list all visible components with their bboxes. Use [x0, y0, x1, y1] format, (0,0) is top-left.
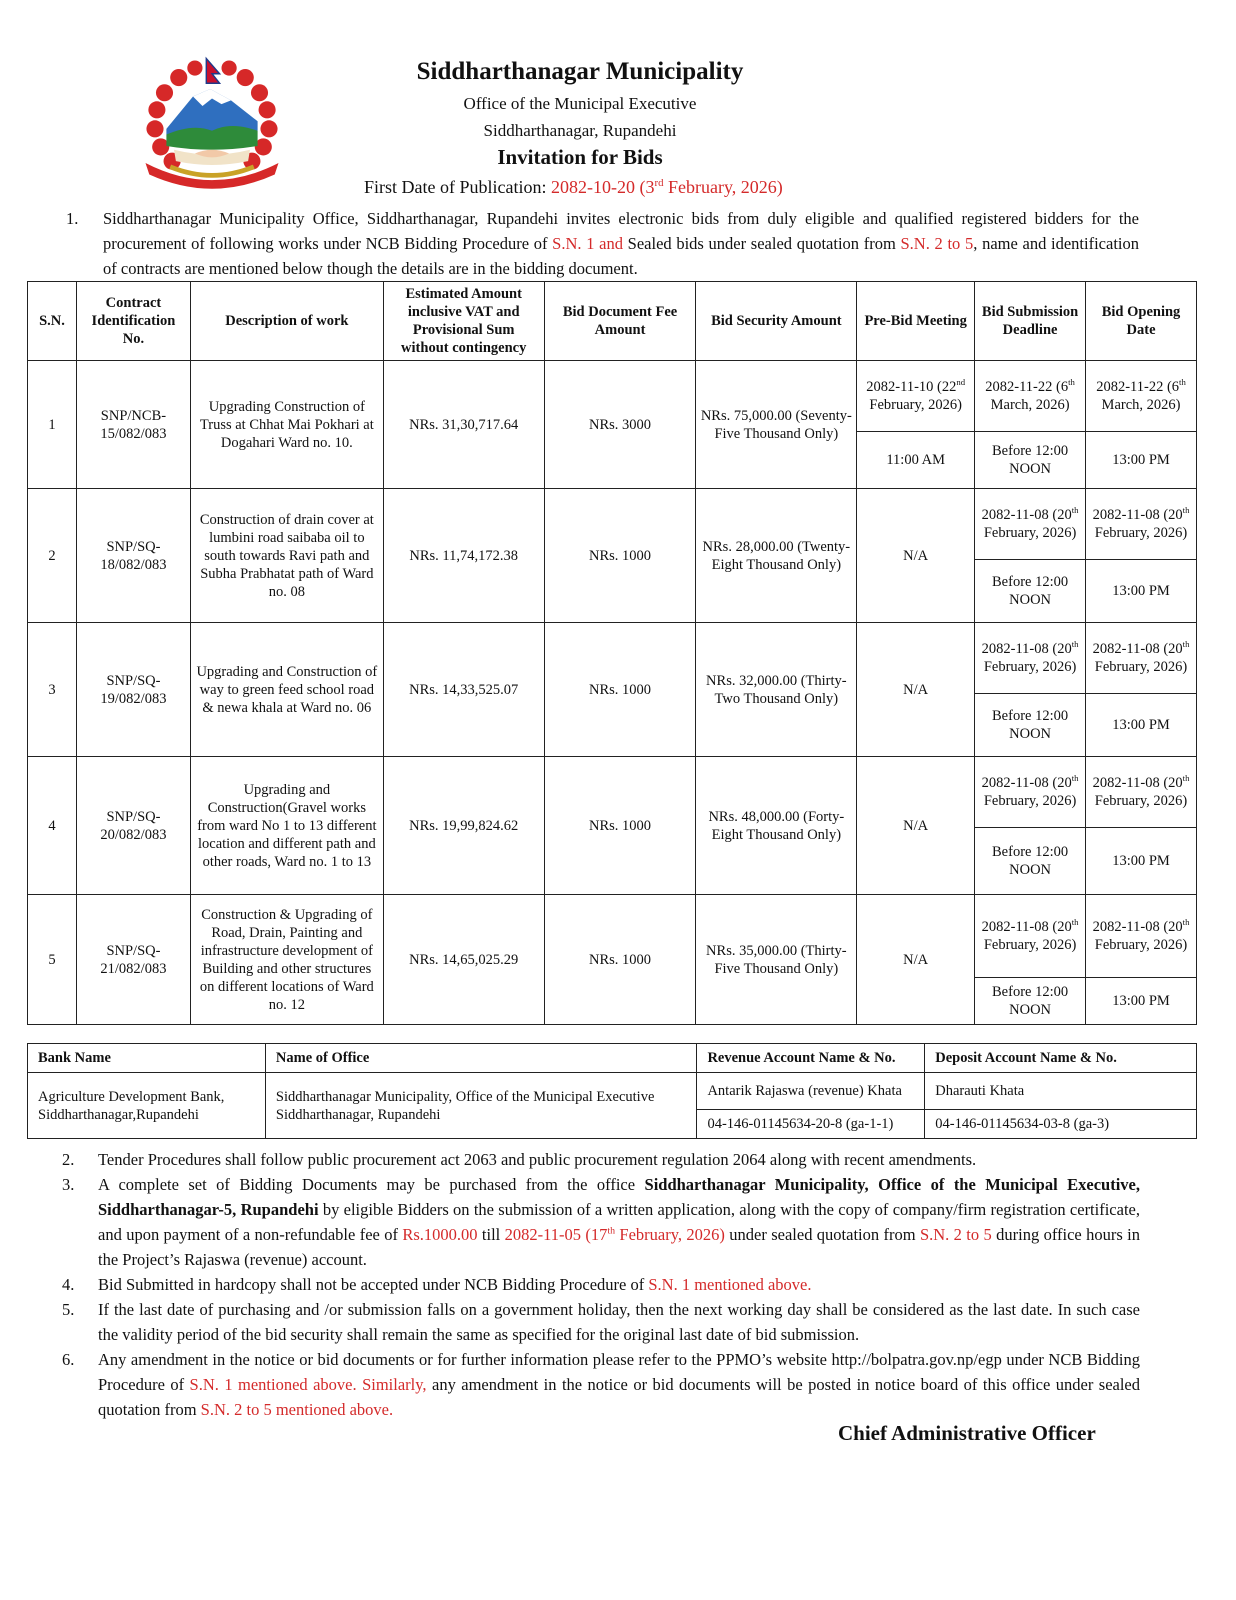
bids-table [27, 281, 1197, 1025]
bank-name: Agriculture Development Bank, Siddharthanagar,Rupandehi [28, 1073, 266, 1139]
cell-contract-id: SNP/SQ-18/082/083 [76, 489, 190, 623]
header-prebid: Pre-Bid Meeting [857, 282, 975, 361]
cell-submission-time: Before 12:00 NOON [975, 560, 1086, 623]
revenue-account-name: Antarik Rajaswa (revenue) Khata [697, 1073, 925, 1110]
cell-doc-fee: NRs. 1000 [544, 489, 696, 623]
table-row [28, 895, 1197, 978]
cell-submission-date: 2082-11-08 (20th February, 2026) [975, 489, 1086, 560]
cell-contract-id: SNP/SQ-20/082/083 [76, 757, 190, 895]
cell-description: Upgrading Construction of Truss at Chhat Mai Pokhari at Dogahari Ward no. 10. [190, 361, 383, 489]
bank-row [28, 1073, 1197, 1110]
cell-opening-date: 2082-11-08 (20th February, 2026) [1086, 623, 1197, 694]
cell-contract-id: SNP/SQ-19/082/083 [76, 623, 190, 757]
table-row [28, 757, 1197, 828]
cell-sn: 4 [28, 757, 77, 895]
signatory-title: Chief Administrative Officer [838, 1421, 1096, 1445]
cell-prebid: N/A [857, 895, 975, 1025]
cell-estimated-amount: NRs. 11,74,172.38 [383, 489, 544, 623]
header-revenue: Revenue Account Name & No. [697, 1044, 925, 1073]
table-row [28, 489, 1197, 560]
notes-list [60, 1147, 1140, 1422]
cell-sn: 5 [28, 895, 77, 1025]
table-row [28, 361, 1197, 432]
cell-description: Upgrading and Construction of way to green feed school road & newa khala at Ward no. 06 [190, 623, 383, 757]
note-5: 5. If the last date of purchasing and /or submission falls on a government holiday, then the next working day shall be considered as the last date. In such case the validity period of the bid security shall remain the same as specified for the original last date of bid submission. [62, 1300, 1140, 1344]
notice-title: Invitation for Bids [497, 145, 663, 169]
table-header-row [28, 282, 1197, 361]
cell-description: Construction of drain cover at lumbini road saibaba oil to south towards Ravi path and Subha Prabhatat path of Ward no. 08 [190, 489, 383, 623]
office-address: Siddharthanagar, Rupandehi [483, 121, 677, 140]
bank-header-row [28, 1044, 1197, 1073]
cell-sn: 1 [28, 361, 77, 489]
header-doc-fee: Bid Document Fee Amount [544, 282, 696, 361]
header-contract-id: Contract Identification No. [76, 282, 190, 361]
bank-account-table [27, 1043, 1197, 1139]
cell-security: NRs. 75,000.00 (Seventy-Five Thousand Only) [696, 361, 857, 489]
revenue-account-number: 04-146-01145634-20-8 (ga-1-1) [697, 1110, 925, 1139]
office-name: Siddharthanagar Municipality, Office of the Municipal Executive Siddharthanagar, Rupandehi [265, 1073, 697, 1139]
cell-security: NRs. 48,000.00 (Forty-Eight Thousand Only) [696, 757, 857, 895]
cell-sn: 2 [28, 489, 77, 623]
cell-opening-time: 13:00 PM [1086, 694, 1197, 757]
ppmo-website-link[interactable]: http://bolpatra.gov.np/egp [831, 1350, 1002, 1369]
cell-submission-date: 2082-11-08 (20th February, 2026) [975, 757, 1086, 828]
header-bank-name: Bank Name [28, 1044, 266, 1073]
cell-description: Upgrading and Construction(Gravel works from ward No 1 to 13 different location and different path and other roads, Ward no. 1 to 13 [190, 757, 383, 895]
cell-opening-date: 2082-11-08 (20th February, 2026) [1086, 757, 1197, 828]
cell-prebid-date: 2082-11-10 (22nd February, 2026) [857, 361, 975, 432]
cell-submission-date: 2082-11-22 (6th March, 2026) [975, 361, 1086, 432]
cell-estimated-amount: NRs. 14,33,525.07 [383, 623, 544, 757]
cell-security: NRs. 28,000.00 (Twenty-Eight Thousand Only) [696, 489, 857, 623]
cell-opening-date: 2082-11-08 (20th February, 2026) [1086, 895, 1197, 978]
header-sn: S.N. [28, 282, 77, 361]
header-deposit: Deposit Account Name & No. [925, 1044, 1197, 1073]
cell-opening-time: 13:00 PM [1086, 828, 1197, 895]
note-3: 3. A complete set of Bidding Documents may be purchased from the office Siddharthanagar Municipality, Office of the Municipal Executive, Siddharthanagar-5, Rupandehi by eligible Bidders on the submission of a written application, along with the copy of company/firm registration certificate, and upon payment of a non-refundable fee of Rs.1000.00 till 2082-11-05 (17th February, 2026) under sealed quotation from S.N. 2 to 5 during office hours in the Project’s Rajaswa (revenue) account. [62, 1175, 1140, 1269]
header-office-name: Name of Office [265, 1044, 697, 1073]
header-estimated-amount: Estimated Amount inclusive VAT and Provisional Sum without contingency [383, 282, 544, 361]
cell-opening-time: 13:00 PM [1086, 432, 1197, 489]
note-6: 6. Any amendment in the notice or bid documents or for further information please refer to the PPMO’s website http://bolpatra.gov.np/egp under NCB Bidding Procedure of S.N. 1 mentioned above. Similarly, any amendment in the notice or bid documents will be posted in notice board of this office under sealed quotation from S.N. 2 to 5 mentioned above. [62, 1350, 1140, 1419]
cell-submission-date: 2082-11-08 (20th February, 2026) [975, 895, 1086, 978]
header-description: Description of work [190, 282, 383, 361]
cell-doc-fee: NRs. 1000 [544, 895, 696, 1025]
header-submission: Bid Submission Deadline [975, 282, 1086, 361]
deposit-account-number: 04-146-01145634-03-8 (ga-3) [925, 1110, 1197, 1139]
cell-submission-time: Before 12:00 NOON [975, 978, 1086, 1025]
cell-doc-fee: NRs. 1000 [544, 623, 696, 757]
cell-submission-date: 2082-11-08 (20th February, 2026) [975, 623, 1086, 694]
publication-date-value: 2082-10-20 (3rd February, 2026) [550, 177, 783, 197]
cell-opening-time: 13:00 PM [1086, 560, 1197, 623]
cell-doc-fee: NRs. 3000 [544, 361, 696, 489]
cell-estimated-amount: NRs. 31,30,717.64 [383, 361, 544, 489]
header-opening: Bid Opening Date [1086, 282, 1197, 361]
cell-sn: 3 [28, 623, 77, 757]
intro-text: Siddharthanagar Municipality Office, Siddharthanagar, Rupandehi invites electronic bids from duly eligible and qualified registered bidders for the procurement of following works under NCB Bidding Procedure of S.N. 1 and Sealed bids under sealed quotation from S.N. 2 to 5, name and identification of contracts are mentioned below though the details are in the bidding document. [103, 209, 1139, 278]
deposit-account-name: Dharauti Khata [925, 1073, 1197, 1110]
cell-prebid: N/A [857, 623, 975, 757]
nepal-emblem-logo [136, 52, 288, 200]
cell-submission-time: Before 12:00 NOON [975, 828, 1086, 895]
cell-opening-time: 13:00 PM [1086, 978, 1197, 1025]
cell-prebid-time: 11:00 AM [857, 432, 975, 489]
note-2: 2. Tender Procedures shall follow public procurement act 2063 and public procurement regulation 2064 along with recent amendments. [62, 1150, 977, 1169]
cell-opening-date: 2082-11-08 (20th February, 2026) [1086, 489, 1197, 560]
cell-submission-time: Before 12:00 NOON [975, 694, 1086, 757]
cell-doc-fee: NRs. 1000 [544, 757, 696, 895]
publication-label: First Date of Publication: [364, 177, 551, 197]
note-4: 4. Bid Submitted in hardcopy shall not be accepted under NCB Bidding Procedure of S.N. 1 mentioned above. [62, 1275, 812, 1294]
cell-contract-id: SNP/NCB-15/082/083 [76, 361, 190, 489]
paragraph-number: 1. [66, 209, 79, 228]
cell-estimated-amount: NRs. 14,65,025.29 [383, 895, 544, 1025]
cell-security: NRs. 35,000.00 (Thirty-Five Thousand Only) [696, 895, 857, 1025]
publication-date [364, 177, 783, 198]
cell-contract-id: SNP/SQ-21/082/083 [76, 895, 190, 1025]
cell-opening-date: 2082-11-22 (6th March, 2026) [1086, 361, 1197, 432]
table-row [28, 623, 1197, 694]
cell-security: NRs. 32,000.00 (Thirty-Two Thousand Only) [696, 623, 857, 757]
cell-submission-time: Before 12:00 NOON [975, 432, 1086, 489]
header-security: Bid Security Amount [696, 282, 857, 361]
municipality-title: Siddharthanagar Municipality [416, 58, 744, 85]
cell-prebid: N/A [857, 489, 975, 623]
cell-estimated-amount: NRs. 19,99,824.62 [383, 757, 544, 895]
office-name: Office of the Municipal Executive [463, 94, 697, 113]
cell-description: Construction & Upgrading of Road, Drain, Painting and infrastructure development of Building and other structures on different locations of Ward no. 12 [190, 895, 383, 1025]
nepal-flag-icon [206, 59, 219, 84]
cell-prebid: N/A [857, 757, 975, 895]
